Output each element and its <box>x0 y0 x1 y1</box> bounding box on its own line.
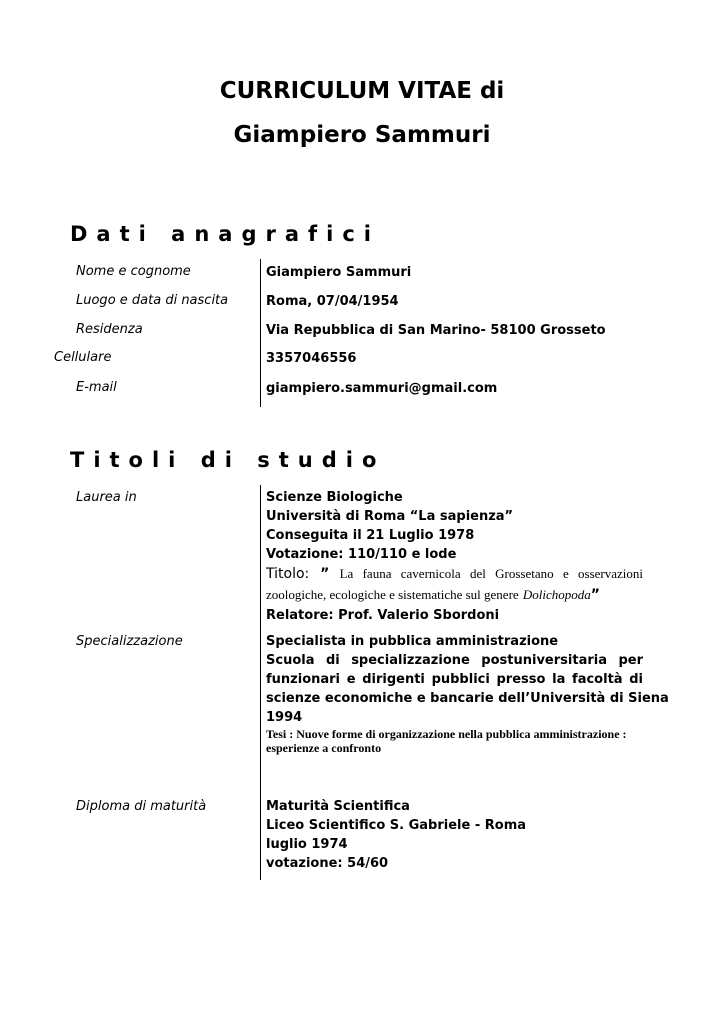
cv-name-title: Giampiero Sammuri <box>233 122 491 148</box>
column-divider <box>260 259 261 407</box>
laurea-line: Scienze Biologiche <box>266 490 403 505</box>
value-email[interactable]: giampiero.sammuri@gmail.com <box>266 381 498 396</box>
laurea-titolo-line1 <box>266 564 643 585</box>
label-specializzazione: Specializzazione <box>76 634 183 649</box>
laurea-details <box>266 488 643 625</box>
specializzazione-line: Specialista in pubblica amministrazione <box>266 634 559 649</box>
diploma-line: votazione: 54/60 <box>266 856 389 871</box>
specializzazione-line: Scuola di specializzazione postuniversitaria per <box>266 653 643 668</box>
label-cellulare: Cellulare <box>54 350 112 365</box>
label-nome-cognome: Nome e cognome <box>76 264 191 279</box>
value-nome-cognome: Giampiero Sammuri <box>266 265 412 280</box>
laurea-relatore: Relatore: Prof. Valerio Sbordoni <box>266 608 500 623</box>
diploma-line: luglio 1974 <box>266 837 348 852</box>
label-residenza: Residenza <box>76 322 143 337</box>
diploma-line: Liceo Scientifico S. Gabriele - Roma <box>266 818 527 833</box>
specializzazione-line: 1994 <box>266 710 303 725</box>
titolo-text-1: La fauna cavernicola del Grossetano e osservazioni <box>339 566 643 581</box>
diploma-details <box>266 797 643 873</box>
label-laurea: Laurea in <box>76 490 137 505</box>
value-luogo-data-nascita: Roma, 07/04/1954 <box>266 294 399 309</box>
diploma-line: Maturità Scientifica <box>266 799 410 814</box>
titolo-text-2: zoologiche, ecologiche e sistematiche sul genere <box>266 587 519 602</box>
laurea-line: Conseguita il 21 Luglio 1978 <box>266 528 475 543</box>
specializzazione-tesi: Tesi : Nuove forme di organizzazione nella pubblica amministrazione : <box>266 727 627 741</box>
column-divider <box>260 485 261 880</box>
laurea-line: Votazione: 110/110 e lode <box>266 547 457 562</box>
laurea-titolo-line2 <box>266 585 643 606</box>
specializzazione-line: scienze economiche e bancarie dell’Università di Siena <box>266 691 669 706</box>
specializzazione-tesi: esperienze a confronto <box>266 741 382 755</box>
label-email: E-mail <box>76 380 117 395</box>
section-heading-titoli-studio: Titoli di studio <box>70 448 386 472</box>
label-diploma-maturita: Diploma di maturità <box>76 799 207 814</box>
titolo-open-quote: ” <box>309 566 330 582</box>
titolo-prefix: Titolo: <box>266 566 310 582</box>
specializzazione-details <box>266 632 669 755</box>
value-cellulare: 3357046556 <box>266 351 357 366</box>
section-heading-dati-anagrafici: Dati anagrafici <box>70 222 380 246</box>
label-luogo-data-nascita: Luogo e data di nascita <box>76 293 229 308</box>
value-residenza: Via Repubblica di San Marino- 58100 Grosseto <box>266 323 606 338</box>
laurea-line: Università di Roma “La sapienza” <box>266 509 514 524</box>
titolo-genus: Dolichopoda <box>522 587 591 602</box>
specializzazione-line: funzionari e dirigenti pubblici presso la facoltà di <box>266 672 643 687</box>
cv-title: CURRICULUM VITAE di <box>219 78 505 104</box>
titolo-close-quote: ” <box>590 587 600 603</box>
